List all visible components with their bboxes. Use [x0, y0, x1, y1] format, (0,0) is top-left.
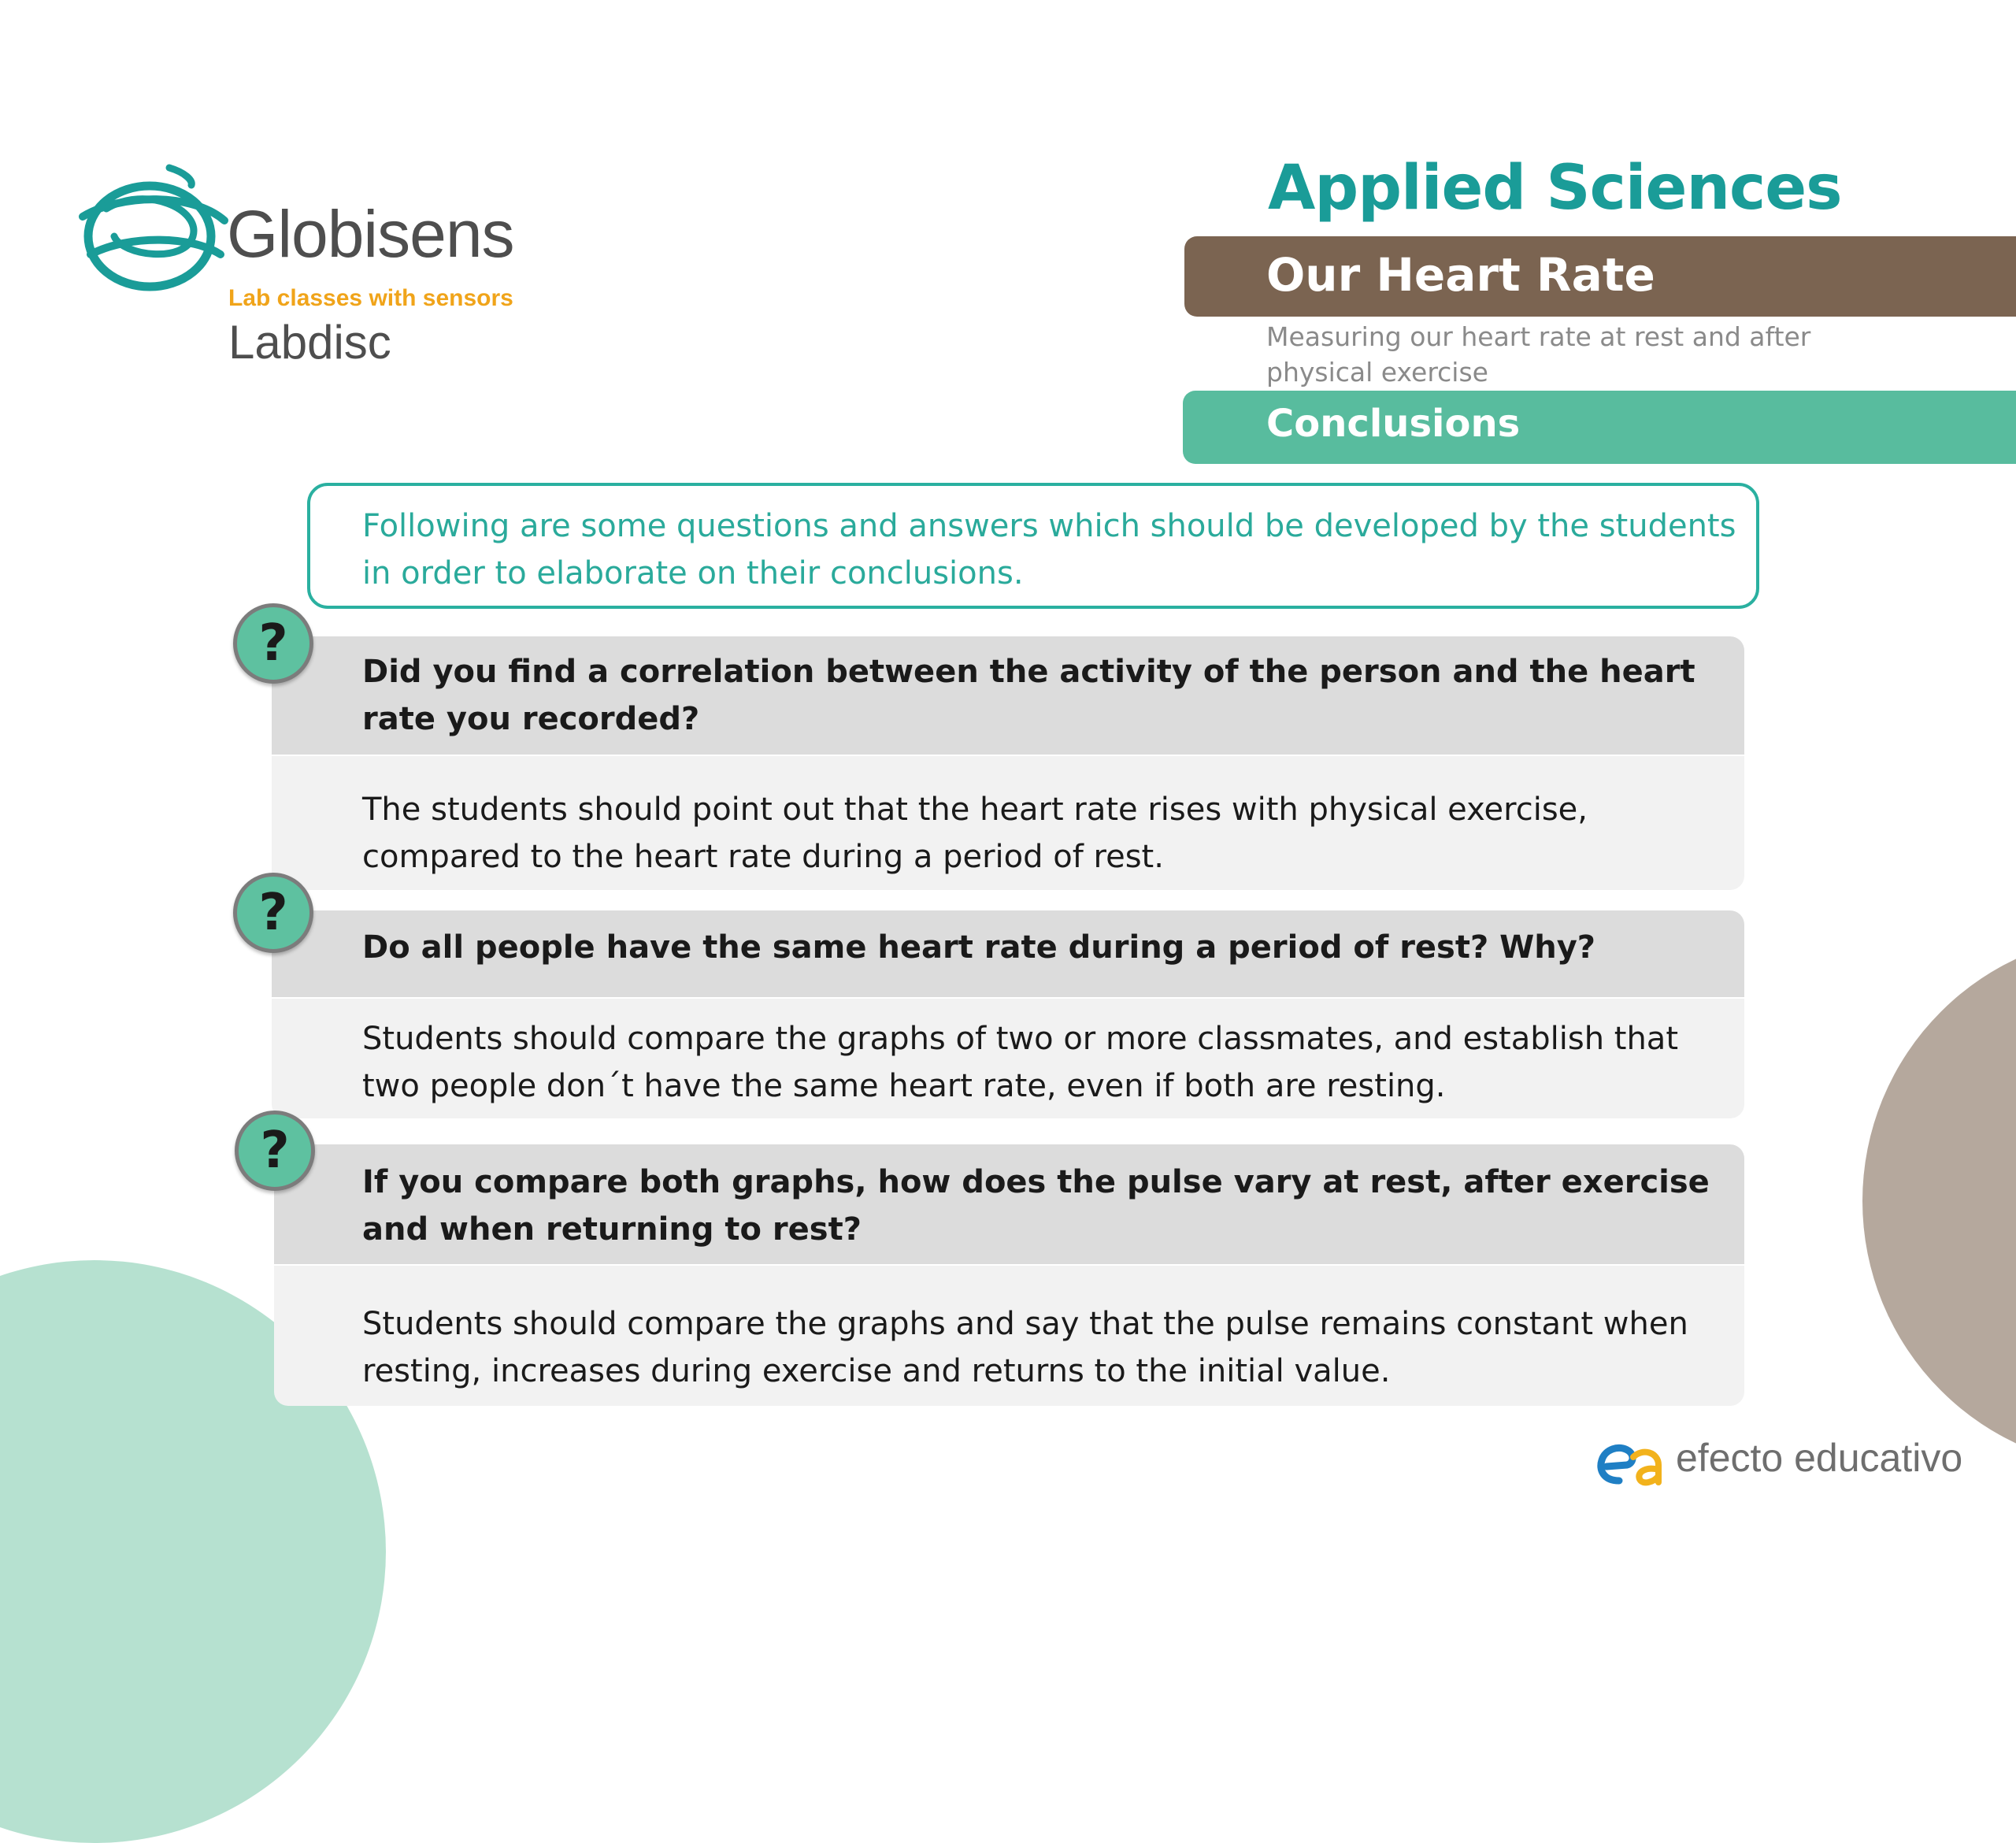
logo-tagline: Lab classes with sensors — [228, 285, 513, 311]
question-text: If you compare both graphs, how does the pulse vary at rest, after exercise and when returning to rest? — [362, 1164, 1710, 1248]
question-mark-icon: ? — [233, 873, 313, 953]
page-title: Our Heart Rate — [1266, 248, 1655, 302]
question-mark-icon: ? — [233, 603, 313, 684]
answer-text: The students should point out that the heart rate rises with physical exercise, compared to the heart rate during a period of rest. — [362, 792, 1588, 875]
question-text: Do all people have the same heart rate during a period of rest? Why? — [362, 929, 1595, 966]
logo-name: Globisens — [227, 197, 514, 271]
efecto-educativo-logo — [1595, 1440, 1663, 1487]
subject-heading: Applied Sciences — [1268, 153, 1842, 224]
section-title: Conclusions — [1266, 402, 1521, 446]
footer-brand: efecto educativo — [1676, 1436, 1963, 1480]
question-mark-icon: ? — [235, 1111, 315, 1191]
question-text: Did you find a correlation between the activity of the person and the heart rate you recorded? — [362, 654, 1695, 737]
intro-text: Following are some questions and answers which should be developed by the students in order to elaborate on their conclusions. — [362, 508, 1736, 591]
decorative-circle-taupe — [1862, 933, 2016, 1469]
answer-text: Students should compare the graphs of two or more classmates, and establish that two people don´t have the same heart rate, even if both are resting. — [362, 1021, 1678, 1104]
logo-product: Labdisc — [228, 316, 391, 369]
page-subtitle: Measuring our heart rate at rest and after physical exercise — [1266, 321, 1811, 388]
globe-swirl-logo — [75, 161, 232, 299]
answer-text: Students should compare the graphs and say that the pulse remains constant when resting, increases during exercise and returns to the initial value. — [362, 1306, 1688, 1389]
